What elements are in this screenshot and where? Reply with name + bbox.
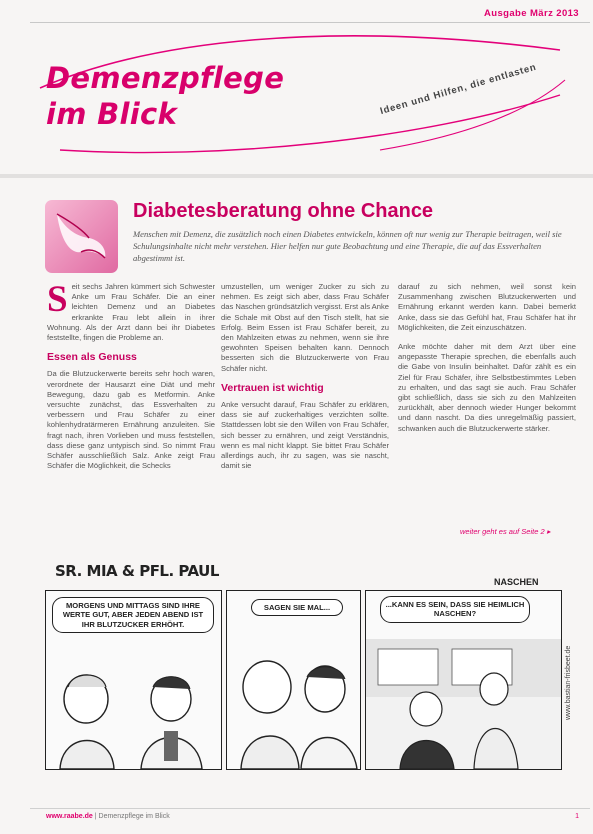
logo-line2: im Blick bbox=[46, 97, 178, 131]
article-paragraph: Da die Blutzuckerwerte bereits sehr hoch waren, verordnete der Hausarzt eine Diät und mehr Bewegung, dazu gab es Metformin. Anke versuchte zunächst, das Essverhalten zu verbessern und Frau Schäfer zu einer kohlenhydratärmeren Ernährung anzuleiten. Sie fragt nach, ihren Vorlieben und muss feststellen, dass diese ganz untypisch sind. So nimmt Frau Schäfer ausschließlich Salz. Anke zeigt Frau Schäfer die Möglichkeit, die Schecks bbox=[47, 369, 215, 471]
speech-bubble: MORGENS UND MITTAGS SIND IHRE WERTE GUT, ABER JEDEN ABEND IST IHR BLUTZUCKER ERHÖHT. bbox=[52, 597, 214, 633]
footer bbox=[46, 813, 170, 820]
speech-bubble: ...KANN ES SEIN, DASS SIE HEIMLICH NASCHEN? bbox=[380, 596, 530, 623]
comic-panel-2 bbox=[226, 590, 361, 770]
speech-bubble: SAGEN SIE MAL... bbox=[251, 599, 343, 616]
footer-rule bbox=[30, 808, 590, 809]
continued-link[interactable]: weiter geht es auf Seite 2 ▸ bbox=[460, 527, 551, 536]
page-number: 1 bbox=[575, 813, 579, 820]
article-paragraph: umzustellen, um weniger Zucker zu sich zu nehmen. Es zeigt sich aber, dass Frau Schäfer das Naschen gründsätzlich vergisst. Erst als Anke die Schale mit Obst auf den Tisch stellt, hat sie Erfolg. Beim Essen ist Frau Schäfer bereit, zu den Mahlzeiten etwas zu nehmen, wenn sie ihre gewohnten Speisen behalten kann. Dennoch besserten sich die Blutzuckerwerte von Frau Schäfer nicht. bbox=[221, 282, 389, 373]
nurse-characters-icon bbox=[227, 591, 360, 769]
tagline: Ideen und Hilfen, die entlasten bbox=[378, 61, 538, 117]
comic-panel-3 bbox=[365, 590, 562, 770]
subheading: Vertrauen ist wichtig bbox=[221, 381, 324, 394]
footer-text: | Demenzpflege im Blick bbox=[94, 813, 170, 820]
article-column-1 bbox=[47, 279, 215, 480]
comic-series-title: SR. MIA & PFL. PAUL bbox=[55, 562, 219, 580]
ribbon-icon bbox=[45, 200, 118, 273]
footer-url-link[interactable]: www.raabe.de bbox=[46, 813, 93, 820]
comic-panel-1 bbox=[45, 590, 222, 770]
article-column-2 bbox=[221, 282, 389, 480]
subheading: Essen als Genuss bbox=[47, 351, 137, 364]
article-title: Diabetesberatung ohne Chance bbox=[133, 200, 434, 222]
issue-label: Ausgabe März 2013 bbox=[484, 8, 579, 19]
drop-cap: S bbox=[47, 279, 68, 320]
logo bbox=[46, 60, 284, 132]
article-paragraph: darauf zu sich nehmen, weil sonst kein Zusammenhang zwischen Blutzuckerwerten und Ernährung erkannt werden kann. Dabei bemerkt Anke, dass sie das Gefühl hat, Frau Schäfer hat ihr Möglichkeiten, die Zeit einzuschätzen. bbox=[398, 282, 576, 332]
comic-credit: www.bastian-frisbeet.de bbox=[565, 645, 572, 720]
logo-line1: Demenzpflege bbox=[46, 61, 285, 95]
paragraph-text: eit sechs Jahren kümmert sich Schwester Anke um Frau Schäfer. Die an einer leichten Demenz und an Diabetes erkrankte Frau lebt allein in ihrer Wohnung. Als der Arzt dann bei ihr Diabetes feststellte, fingen die Probleme an. bbox=[47, 282, 215, 343]
continued-text: weiter geht es auf Seite 2 bbox=[460, 527, 545, 536]
article-paragraph: Anke versucht darauf, Frau Schäfer zu erklären, dass sie auf zuckerhaltiges verzichten sollte. Stattdessen lobt sie den Willen von Frau Schäfer, sich besser zu ernähren, und zeigt Verständnis, wenn es mal nicht klappt. Sie bittet Frau Schäfer allerdings auch, ihr zu sagen, was sie nascht, damit sie bbox=[221, 400, 389, 471]
article-paragraph: Anke möchte daher mit dem Arzt über eine angepasste Therapie sprechen, die ebenfalls auch die Gabe von Insulin beinhaltet. Dafür zählt es ein Ziel für Frau Schäfer, ihre Selbstbestimmtes Leben zu erhalten, und das sagt sie auch. Frau Schäfer gibt schließlich, dass sie sich zu den Mahlzeiten zurückhält, aber dennoch wieder Hunger bekommt und dann nascht. Da dies unregelmäßig passiert, schwanken auch die Blutzuckerwerte stärker. bbox=[398, 342, 576, 433]
article-paragraph bbox=[47, 279, 215, 343]
header-band bbox=[0, 174, 593, 178]
article-lead: Menschen mit Demenz, die zusätzlich noch einen Diabetes entwickeln, können oft nur wenig zur Therapie beitragen, weil sie Schulungsinhalte nicht mehr verstehen. Hier helfen nur gute Beobachtung und eine Therapie, die auf das Essverhalten abgestimmt ist. bbox=[133, 229, 562, 263]
article-column-3 bbox=[398, 282, 576, 443]
comic-title: NASCHEN bbox=[494, 577, 539, 587]
